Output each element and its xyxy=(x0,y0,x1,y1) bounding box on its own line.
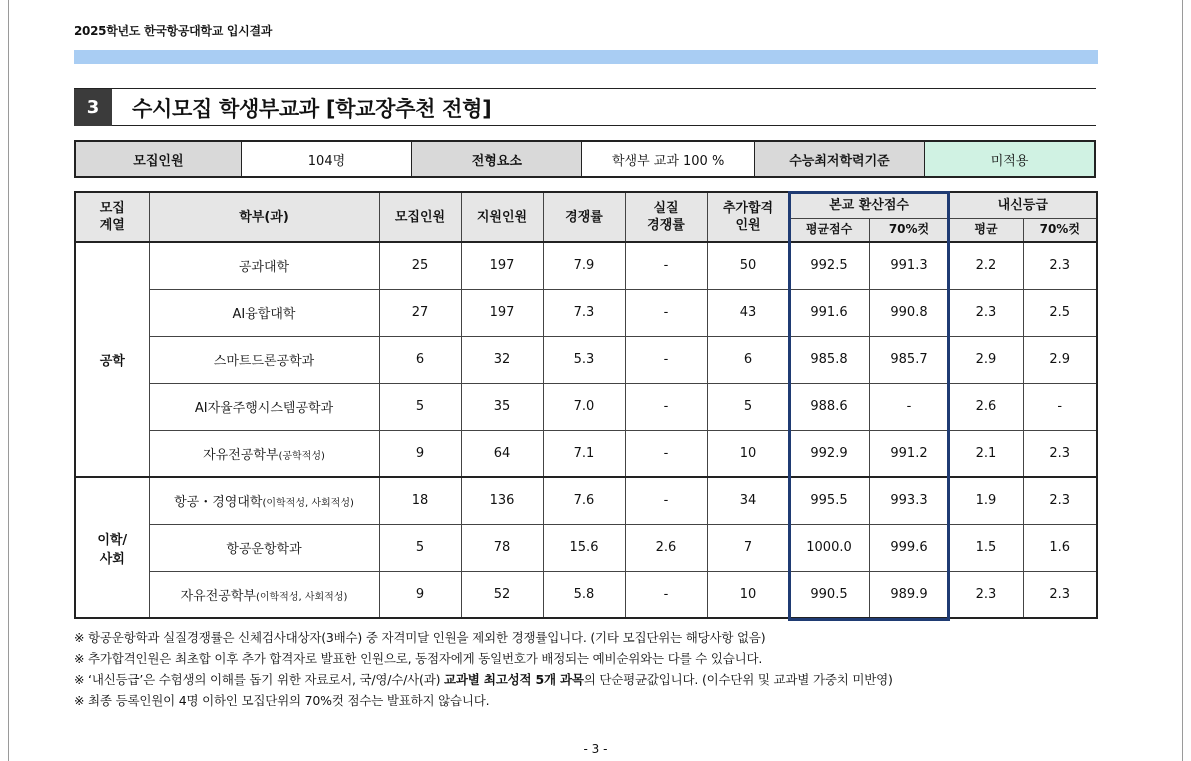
grade-avg-cell: 2.2 xyxy=(949,242,1023,289)
real-ratio-cell: - xyxy=(625,430,707,477)
department-name: AI융합대학 xyxy=(232,307,296,322)
conv-avg-cell: 1000.0 xyxy=(789,524,869,571)
footnote-text: ※ 항공운항학과 실질경쟁률은 신체검사대상자(3배수) 중 자격미달 인원을 제외한 경쟁률입니다. (기타 모집단위는 해당사항 없음) xyxy=(74,630,766,645)
footnote-text: ※ ‘내신등급’은 수험생의 이해를 돕기 위한 자료로서, 국/영/수/사(과) xyxy=(74,672,445,687)
conv-avg-cell: 992.5 xyxy=(789,242,869,289)
additional-cell: 10 xyxy=(707,571,789,618)
recruit-cell: 6 xyxy=(379,336,461,383)
additional-cell: 7 xyxy=(707,524,789,571)
summary-element-value: 학생부 교과 100 % xyxy=(582,141,754,177)
summary-csat-label: 수능최저학력기준 xyxy=(754,141,924,177)
ratio-cell: 5.3 xyxy=(543,336,625,383)
ratio-cell: 7.1 xyxy=(543,430,625,477)
footnotes xyxy=(74,627,893,711)
grade-70-cell: - xyxy=(1023,383,1097,430)
grade-70-cell: 1.6 xyxy=(1023,524,1097,571)
conv-avg-cell: 985.8 xyxy=(789,336,869,383)
conv-70-cell: 993.3 xyxy=(869,477,949,524)
applicants-cell: 136 xyxy=(461,477,543,524)
grade-avg-cell: 2.3 xyxy=(949,289,1023,336)
summary-recruit-label: 모집인원 xyxy=(75,141,241,177)
department-cell xyxy=(149,383,379,430)
table-row xyxy=(75,571,1097,618)
page-number: - 3 - xyxy=(583,742,608,756)
section-title: 수시모집 학생부교과 [학교장추천 전형] xyxy=(132,97,492,121)
category-cell: 이학/ 사회 xyxy=(75,477,149,618)
table-row xyxy=(75,242,1097,289)
document-header: 2025학년도 한국항공대학교 입시결과 xyxy=(74,24,273,38)
real-ratio-cell: - xyxy=(625,477,707,524)
ratio-cell: 7.6 xyxy=(543,477,625,524)
grade-70-cell: 2.9 xyxy=(1023,336,1097,383)
grade-70-cell: 2.3 xyxy=(1023,430,1097,477)
department-name: AI자율주행시스템공학과 xyxy=(194,401,334,416)
table-row xyxy=(75,336,1097,383)
additional-cell: 10 xyxy=(707,430,789,477)
header-converted-avg: 평균점수 xyxy=(789,218,869,242)
applicants-cell: 35 xyxy=(461,383,543,430)
conv-70-cell: 989.9 xyxy=(869,571,949,618)
additional-cell: 50 xyxy=(707,242,789,289)
table-row xyxy=(75,289,1097,336)
department-cell xyxy=(149,289,379,336)
recruit-cell: 5 xyxy=(379,383,461,430)
header-applicants: 지원인원 xyxy=(461,192,543,242)
department-cell xyxy=(149,242,379,289)
header-real-ratio: 실질 경쟁률 xyxy=(625,192,707,242)
department-cell xyxy=(149,571,379,618)
summary-recruit-value: 104명 xyxy=(241,141,411,177)
applicants-cell: 32 xyxy=(461,336,543,383)
department-note: (이학적성, 사회적성) xyxy=(262,498,354,510)
department-name: 자유전공학부 xyxy=(203,447,279,463)
conv-70-cell: - xyxy=(869,383,949,430)
conv-avg-cell: 990.5 xyxy=(789,571,869,618)
recruit-cell: 5 xyxy=(379,524,461,571)
conv-70-cell: 985.7 xyxy=(869,336,949,383)
conv-70-cell: 999.6 xyxy=(869,524,949,571)
footnote-line xyxy=(74,627,893,648)
department-cell xyxy=(149,524,379,571)
header-category: 모집 계열 xyxy=(75,192,149,242)
category-cell: 공학 xyxy=(75,242,149,477)
header-grade: 내신등급 xyxy=(949,192,1097,218)
section-number: 3 xyxy=(74,89,112,126)
applicants-cell: 52 xyxy=(461,571,543,618)
header-department: 학부(과) xyxy=(149,192,379,242)
footnote-text: ※ 최종 등록인원이 4명 이하인 모집단위의 70%컷 점수는 발표하지 않습니다. xyxy=(74,693,490,708)
grade-70-cell: 2.3 xyxy=(1023,477,1097,524)
ratio-cell: 15.6 xyxy=(543,524,625,571)
summary-element-label: 전형요소 xyxy=(412,141,582,177)
applicants-cell: 64 xyxy=(461,430,543,477)
real-ratio-cell: - xyxy=(625,242,707,289)
real-ratio-cell: - xyxy=(625,289,707,336)
footnote-text-continued: 의 단순평균값입니다. (이수단위 및 교과별 가중치 미반영) xyxy=(583,672,893,687)
applicants-cell: 197 xyxy=(461,289,543,336)
grade-70-cell: 2.3 xyxy=(1023,571,1097,618)
recruit-cell: 25 xyxy=(379,242,461,289)
grade-avg-cell: 2.1 xyxy=(949,430,1023,477)
real-ratio-cell: - xyxy=(625,383,707,430)
department-note: (공학적성) xyxy=(278,450,325,462)
header-row-1 xyxy=(75,192,1097,218)
conv-70-cell: 991.2 xyxy=(869,430,949,477)
department-name: 항공운항학과 xyxy=(226,542,302,557)
table-row xyxy=(75,383,1097,430)
ratio-cell: 7.9 xyxy=(543,242,625,289)
grade-avg-cell: 2.6 xyxy=(949,383,1023,430)
real-ratio-cell: 2.6 xyxy=(625,524,707,571)
recruit-cell: 27 xyxy=(379,289,461,336)
additional-cell: 34 xyxy=(707,477,789,524)
real-ratio-cell: - xyxy=(625,336,707,383)
table-row xyxy=(75,430,1097,477)
footnote-line xyxy=(74,669,893,690)
section-title-bar xyxy=(74,88,1096,126)
department-note: (이학적성, 사회적성) xyxy=(255,591,348,603)
grade-avg-cell: 1.5 xyxy=(949,524,1023,571)
department-name: 자유전공학부 xyxy=(180,588,256,604)
department-cell xyxy=(149,477,379,524)
header-ratio: 경쟁률 xyxy=(543,192,625,242)
recruit-cell: 18 xyxy=(379,477,461,524)
table-row xyxy=(75,524,1097,571)
ratio-cell: 7.0 xyxy=(543,383,625,430)
conv-avg-cell: 992.9 xyxy=(789,430,869,477)
real-ratio-cell: - xyxy=(625,571,707,618)
additional-cell: 43 xyxy=(707,289,789,336)
additional-cell: 5 xyxy=(707,383,789,430)
results-table-body xyxy=(75,242,1097,618)
header-converted-70: 70%컷 xyxy=(869,218,949,242)
applicants-cell: 78 xyxy=(461,524,543,571)
conv-avg-cell: 995.5 xyxy=(789,477,869,524)
grade-avg-cell: 2.3 xyxy=(949,571,1023,618)
recruit-cell: 9 xyxy=(379,430,461,477)
conv-avg-cell: 991.6 xyxy=(789,289,869,336)
conv-avg-cell: 988.6 xyxy=(789,383,869,430)
header-accent-bar xyxy=(74,50,1098,64)
department-name: 공과대학 xyxy=(238,260,290,276)
summary-csat-value: 미적용 xyxy=(925,141,1095,177)
additional-cell: 6 xyxy=(707,336,789,383)
department-cell xyxy=(149,430,379,477)
footnote-line xyxy=(74,648,893,669)
grade-avg-cell: 1.9 xyxy=(949,477,1023,524)
grade-70-cell: 2.5 xyxy=(1023,289,1097,336)
grade-avg-cell: 2.9 xyxy=(949,336,1023,383)
footnote-emphasis: 교과별 최고성적 5개 과목 xyxy=(444,672,584,687)
ratio-cell: 7.3 xyxy=(543,289,625,336)
ratio-cell: 5.8 xyxy=(543,571,625,618)
conv-70-cell: 991.3 xyxy=(869,242,949,289)
department-name: 항공・경영대학 xyxy=(174,495,263,511)
header-grade-70: 70%컷 xyxy=(1023,218,1097,242)
conv-70-cell: 990.8 xyxy=(869,289,949,336)
footnote-line xyxy=(74,690,893,711)
summary-row xyxy=(75,141,1095,177)
header-converted-score: 본교 환산점수 xyxy=(789,192,949,218)
summary-table xyxy=(74,140,1096,178)
results-table xyxy=(74,191,1098,619)
footnote-text: ※ 추가합격인원은 최초합 이후 추가 합격자로 발표한 인원으로, 동점자에게 동일번호가 배정되는 예비순위와는 다를 수 있습니다. xyxy=(74,651,763,666)
header-additional: 추가합격 인원 xyxy=(707,192,789,242)
table-row xyxy=(75,477,1097,524)
recruit-cell: 9 xyxy=(379,571,461,618)
grade-70-cell: 2.3 xyxy=(1023,242,1097,289)
department-cell xyxy=(149,336,379,383)
header-recruit: 모집인원 xyxy=(379,192,461,242)
department-name: 스마트드론공학과 xyxy=(213,354,315,369)
applicants-cell: 197 xyxy=(461,242,543,289)
header-grade-avg: 평균 xyxy=(949,218,1023,242)
